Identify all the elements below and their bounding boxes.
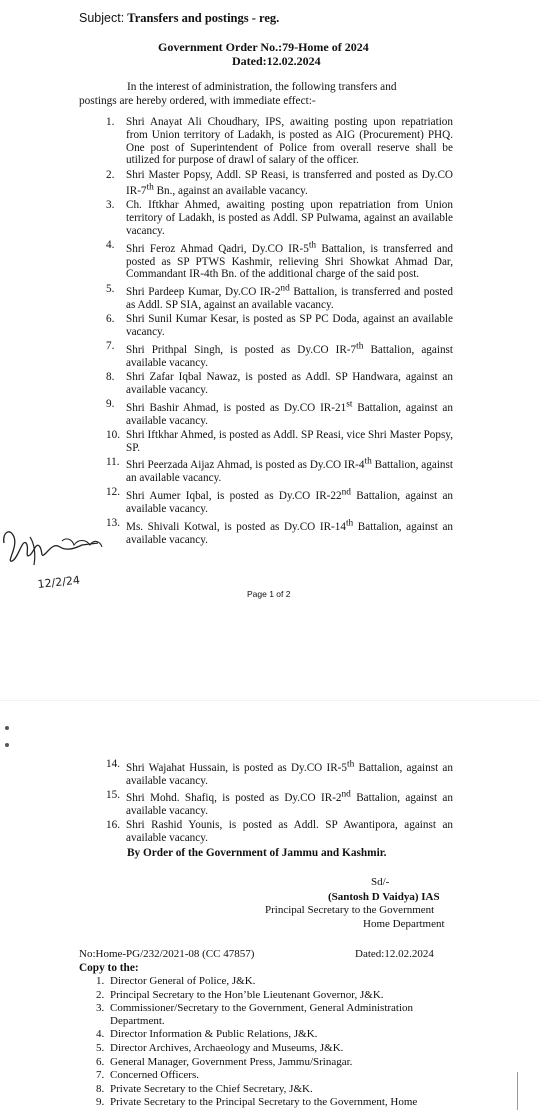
list-item — [96, 1056, 466, 1069]
list-item — [106, 116, 453, 167]
intro-line-1: In the interest of administration, the following transfers and — [127, 81, 397, 93]
list-item-number: 7. — [106, 340, 115, 353]
list-item-number: 9. — [96, 1096, 105, 1109]
handwritten-signature — [0, 525, 106, 605]
list-item-text: Shri Pardeep Kumar, Dy.CO IR-2nd Battalion, is transferred and posted as Addl. SP SIA, against an available vacancy. — [126, 283, 453, 312]
by-order-line: By Order of the Government of Jammu and Kashmir. — [127, 847, 387, 859]
list-item-number: 9. — [106, 398, 115, 410]
list-item-number: 1. — [106, 116, 115, 128]
list-item-number: 5. — [106, 282, 115, 295]
list-item — [96, 1042, 466, 1055]
list-item-text: Shri Master Popsy, Addl. SP Reasi, is transferred and posted as Dy.CO IR-7th Bn., against an available vacancy. — [126, 168, 453, 198]
list-item-number: 8. — [96, 1082, 105, 1095]
list-item-text: Shri Rashid Younis, is posted as Addl. SP Awantipora, against an available vacancy. — [126, 819, 453, 845]
list-item-text: Shri Mohd. Shafiq, is posted as Dy.CO IR-2nd Battalion, against an available vacancy. — [126, 789, 453, 818]
list-item-text: Shri Aumer Iqbal, is posted as Dy.CO IR-22nd Battalion, against an available vacancy. — [126, 487, 453, 515]
subject-line — [79, 12, 279, 25]
list-item-text: Ms. Shivali Kotwal, is posted as Dy.CO IR-14th Battalion, against an available vacancy. — [126, 518, 454, 546]
list-item-text: Shri Iftkhar Ahmed, is posted as Addl. SP Reasi, vice Shri Master Popsy, SP. — [126, 428, 453, 454]
scan-edge-line — [517, 1072, 518, 1110]
list-item-number: 5. — [96, 1041, 105, 1054]
list-item-number: 4. — [106, 239, 115, 252]
list-item-text: Director Archives, Archaeology and Museums, J&K. — [110, 1041, 344, 1054]
list-item-number: 13. — [106, 517, 120, 530]
list-item-text: Shri Bashir Ahmad, is posted as Dy.CO IR-21st Battalion, against an available vacancy. — [126, 399, 453, 427]
list-item — [96, 975, 466, 988]
list-item — [96, 1002, 466, 1027]
list-item-number: 2. — [96, 988, 105, 1001]
signatory-name: (Santosh D Vaidya) IAS — [328, 891, 440, 903]
list-item-text: Director Information & Public Relations, J&K. — [110, 1028, 318, 1041]
scan-mark — [5, 726, 9, 730]
signatory-department: Home Department — [363, 918, 445, 930]
list-item — [106, 199, 453, 237]
list-item-number: 10. — [106, 428, 120, 441]
list-item-number: 15. — [106, 788, 120, 801]
order-date: Dated:12.02.2024 — [232, 54, 321, 68]
list-item-number: 7. — [96, 1069, 105, 1082]
list-item — [96, 989, 466, 1002]
reference-date: Dated:12.02.2024 — [355, 948, 434, 960]
list-item-text: Shri Wajahat Hussain, is posted as Dy.CO IR-5th Battalion, against an available vacancy. — [126, 759, 453, 787]
page-number: Page 1 of 2 — [247, 589, 291, 599]
list-item — [106, 283, 453, 312]
list-item — [106, 456, 453, 485]
list-item — [106, 398, 453, 427]
subject-label: Subject: — [79, 11, 125, 25]
intro-line-2: postings are hereby ordered, with immediate effect:- — [79, 94, 316, 107]
list-item-text: Commissioner/Secretary to the Government, General Administration Department. — [110, 1002, 414, 1027]
list-item — [106, 486, 453, 515]
list-item-number: 14. — [106, 758, 120, 770]
handwritten-date: 12/2/24 — [36, 573, 81, 591]
list-item — [106, 429, 453, 455]
orders-list-page2 — [106, 758, 453, 846]
copy-to-list — [96, 975, 466, 1110]
list-item-number: 3. — [106, 199, 115, 212]
list-item — [96, 1096, 466, 1109]
list-item — [106, 313, 453, 339]
list-item-number: 1. — [96, 975, 105, 987]
list-item — [96, 1069, 466, 1082]
scan-mark — [5, 743, 9, 747]
list-item-number: 11. — [106, 455, 120, 468]
page-divider — [0, 700, 540, 701]
list-item — [106, 239, 453, 281]
list-item-text: Shri Zafar Iqbal Nawaz, is posted as Addl. SP Handwara, against an available vacancy. — [126, 371, 453, 396]
list-item-text: General Manager, Government Press, Jammu/Srinagar. — [110, 1055, 353, 1068]
reference-number: No:Home-PG/232/2021-08 (CC 47857) — [79, 948, 255, 960]
list-item-text: Principal Secretary to the Hon’ble Lieutenant Governor, J&K. — [110, 988, 384, 1001]
list-item-text: Concerned Officers. — [110, 1069, 199, 1082]
list-item — [96, 1083, 466, 1096]
intro-paragraph — [79, 81, 453, 108]
list-item-text: Ch. Iftkhar Ahmed, awaiting posting upon repatriation from Union territory of Ladakh, is posted as Addl. SP Pulwama, against an available vacancy. — [126, 199, 453, 237]
list-item-text: Shri Peerzada Aijaz Ahmad, is posted as Dy.CO IR-4th Battalion, against an available vacancy. — [126, 456, 453, 485]
list-item-text: Private Secretary to the Principal Secretary to the Government, Home — [110, 1096, 418, 1109]
list-item-number: 12. — [106, 486, 120, 499]
list-item-number: 6. — [96, 1055, 105, 1068]
list-item-text: Shri Anayat Ali Choudhary, IPS, awaiting posting upon repatriation from Union territory of Ladakh, is posted as AIG (Procurement) PHQ. One post of Superintendent of Police from overall reserve shall be utilized for purpose of drawl of salary of the officer. — [126, 116, 453, 167]
list-item-text: Shri Feroz Ahmad Qadri, Dy.CO IR-5th Battalion, is transferred and posted as SP PTWS Kashmir, relieving Shri Showkat Ahmad Dar, Commandant IR-4th Bn. of the additional charge of the said post. — [126, 240, 454, 281]
order-number: Government Order No.:79-Home of 2024 — [158, 40, 369, 54]
list-item-number: 16. — [106, 819, 120, 832]
list-item-text: Private Secretary to the Chief Secretary, J&K. — [110, 1082, 313, 1095]
list-item — [106, 789, 453, 818]
list-item-number: 8. — [106, 371, 115, 384]
list-item — [106, 371, 453, 397]
subject-text: Transfers and postings - reg. — [127, 11, 280, 25]
signatory-designation: Principal Secretary to the Government — [265, 904, 435, 916]
list-item — [106, 758, 453, 787]
list-item — [96, 1028, 466, 1041]
list-item-number: 2. — [106, 168, 115, 181]
list-item-text: Director General of Police, J&K. — [110, 975, 256, 987]
list-item — [106, 517, 453, 546]
list-item-number: 4. — [96, 1028, 105, 1041]
list-item-text: Shri Sunil Kumar Kesar, is posted as SP PC Doda, against an available vacancy. — [126, 313, 453, 339]
list-item-number: 3. — [96, 1002, 105, 1015]
list-item — [106, 340, 453, 369]
list-item-number: 6. — [106, 313, 115, 326]
list-item — [106, 169, 453, 198]
sd-mark: Sd/- — [371, 876, 390, 888]
copy-to-heading: Copy to the: — [79, 962, 139, 974]
list-item — [106, 819, 453, 845]
orders-list-page1 — [106, 116, 453, 548]
list-item-text: Shri Prithpal Singh, is posted as Dy.CO IR-7th Battalion, against available vacancy. — [126, 341, 454, 369]
